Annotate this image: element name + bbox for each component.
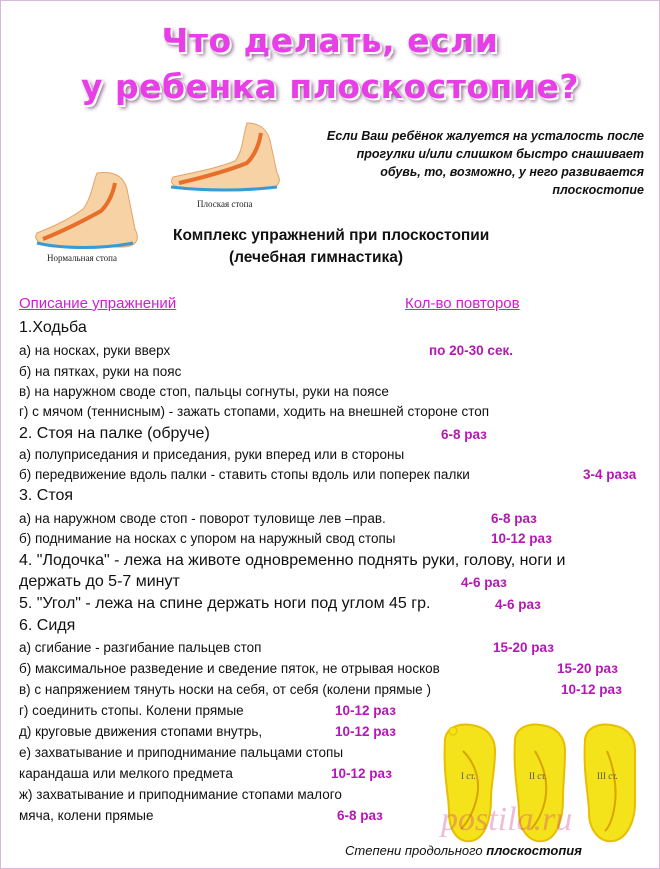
intro-line-2: прогулки и/или слишком быстро снашивает [356,147,644,161]
row-text: 5. "Угол" - лежа на спине держать ноги под углом 45 гр. [19,595,431,612]
flat-foot-caption: Плоская стопа [197,199,253,209]
row-count: 3-4 раза [583,467,637,482]
intro-line-1: Если Ваш ребёнок жалуется на усталость после [326,129,644,143]
row-text: 4. "Лодочка" - лежа на животе одновременно поднять руки, голову, ноги и [19,552,566,569]
row-text: г) соединить стопы. Колени прямые [19,703,244,718]
title-line-2: у ребенка плоскостопие? [81,67,579,106]
watermark: postila.ru [441,801,573,838]
row-count: 6-8 раз [491,511,537,526]
row-text: д) круговые движения стопами внутрь, [19,724,263,739]
row-text: ж) захватывание и приподнимание стопами малого [19,787,342,802]
title-line-1: Что делать, если [161,21,499,60]
row-count: 6-8 раз [337,808,383,823]
stages-caption [345,843,582,858]
row-count: по 20-30 сек. [429,343,513,358]
stage-2-label: II ст. [529,771,547,781]
row-text: а) полуприседания и приседания, руки вперед или в стороны [19,447,405,462]
flat-foot-illustration [165,121,295,199]
exercise-complex-heading [173,225,489,269]
stage-1-label: I ст. [461,771,476,781]
row-text: мяча, колени прямые [19,808,154,823]
row-text: а) на наружном своде стоп - поворот туловище лев –прав. [19,511,386,526]
stage-3-label: III ст. [597,771,618,781]
row-count: 4-6 раз [461,575,507,590]
row-text: б) поднимание на носках с упором на наружный свод стопы [19,531,396,546]
count-header: Кол-во повторов [405,295,520,312]
row-count: 15-20 раз [557,661,618,676]
row-text: б) передвижение вдоль палки - ставить стопы вдоль или поперек палки [19,467,470,482]
complex-line-2: (лечебная гимнастика) [229,249,404,266]
intro-line-3: обувь, то, возможно, у него развивается [380,165,644,179]
row-text: в) с напряжением тянуть носки на себя, от себя (колени прямые ) [19,682,431,697]
row-count: 4-6 раз [495,597,541,612]
complex-line-1: Комплекс упражнений при плоскостопии [173,227,490,244]
caption-bold: плоскостопия [486,843,582,858]
row-text: 2. Стоя на палке (обруче) [19,425,210,442]
row-text: 1.Ходьба [19,319,87,336]
row-text: а) сгибание - разгибание пальцев стоп [19,640,262,655]
footprint-stage-3 [585,725,635,842]
normal-foot-illustration [23,169,163,259]
caption-prefix: Степени продольного [345,843,483,858]
description-header: Описание упражнений [19,295,177,312]
normal-foot-caption: Нормальная стопа [47,253,117,263]
row-text: е) захватывание и приподнимание пальцами стопы [19,745,344,760]
row-text: 3. Стоя [19,487,74,504]
row-text: б) максимальное разведение и сведение пяток, не отрывая носков [19,661,440,676]
row-count: 10-12 раз [491,531,552,546]
row-text: карандаша или мелкого предмета [19,766,233,781]
row-count: 10-12 раз [335,703,396,718]
row-count: 15-20 раз [493,640,554,655]
row-text: 6. Сидя [19,617,76,634]
row-count: 10-12 раз [335,724,396,739]
intro-line-4: плоскостопие [552,183,644,197]
intro-text [299,127,644,199]
row-count: 10-12 раз [331,766,392,781]
row-text: б) на пятках, руки на пояс [19,364,182,379]
row-text: держать до 5-7 минут [19,573,180,590]
row-text: в) на наружном своде стоп, пальцы согнуты, руки на поясе [19,384,389,399]
row-text: а) на носках, руки вверх [19,343,171,358]
row-count: 6-8 раз [441,427,487,442]
row-text: г) с мячом (теннисным) - зажать стопами, ходить на внешней стороне стоп [19,404,490,419]
row-count: 10-12 раз [561,682,622,697]
